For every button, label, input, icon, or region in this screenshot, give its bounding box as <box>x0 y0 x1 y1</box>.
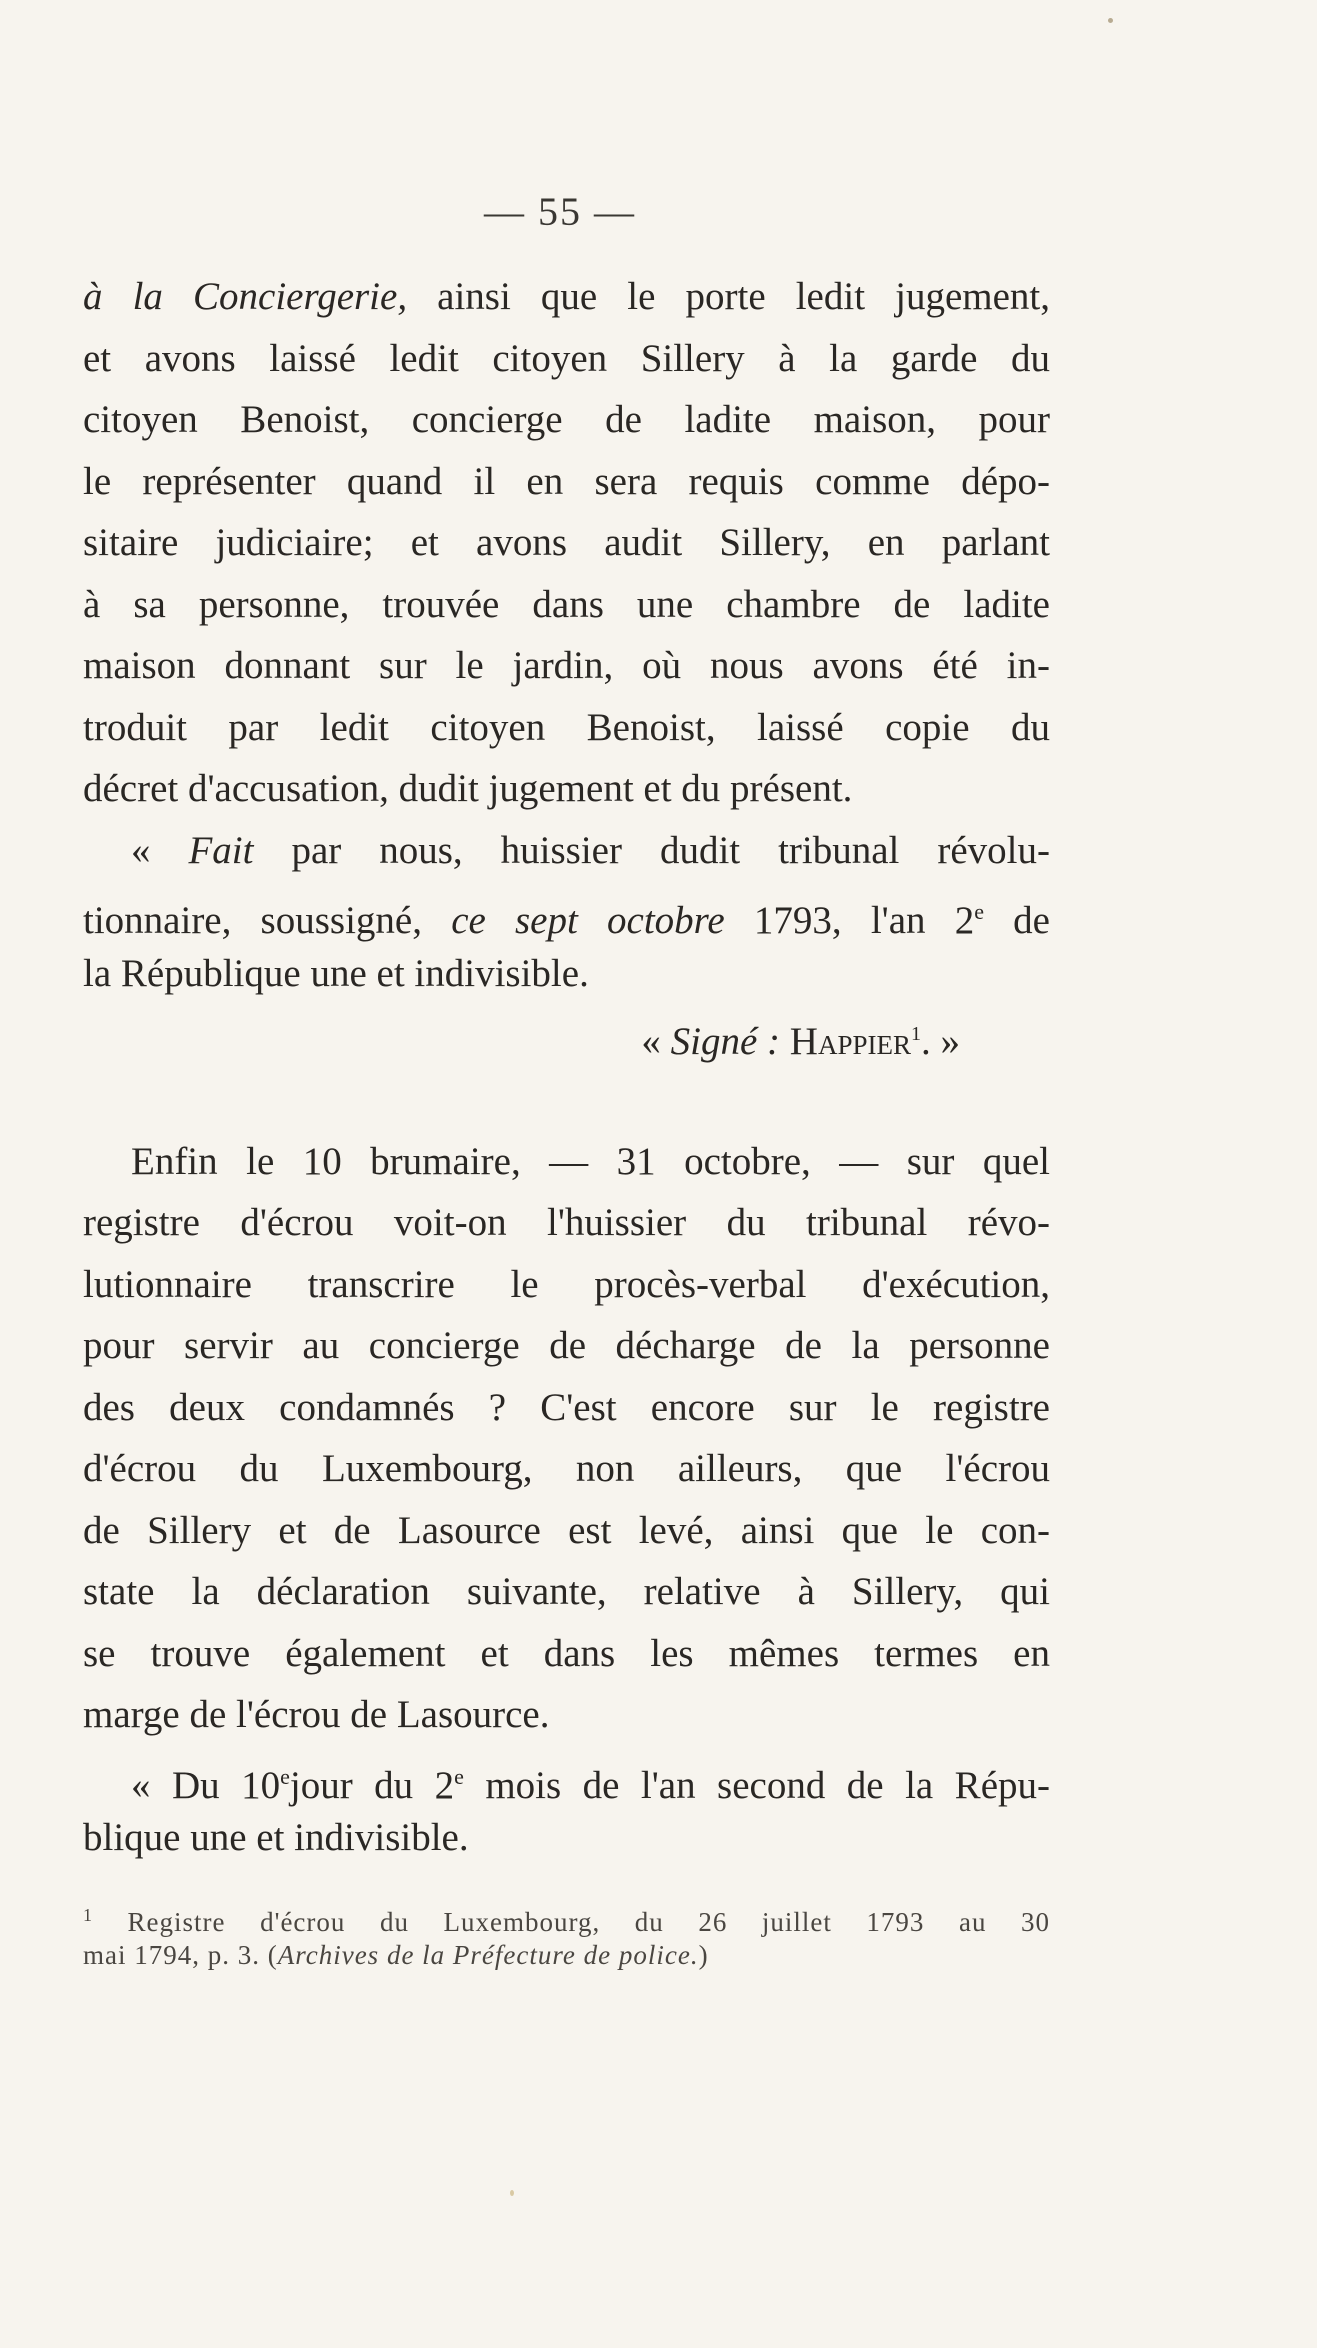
superscript: e <box>454 1763 464 1789</box>
text-line: troduit par ledit citoyen Benoist, laissé copie du <box>83 705 1050 749</box>
text-line: le représenter quand il en sera requis comme dépo- <box>83 459 1050 503</box>
text-span: jour du 2 <box>289 1763 455 1807</box>
paragraph-gap <box>83 1066 1050 1131</box>
text-span: tionnaire, soussigné, <box>83 899 452 942</box>
text-span: 1793, l'an 2 <box>724 899 975 942</box>
footnote-line <box>83 1935 1050 1975</box>
text-line: des deux condamnés ? C'est encore sur le registre <box>83 1385 1050 1429</box>
text-line: maison donnant sur le jardin, où nous avons été in- <box>83 644 1050 687</box>
text-line <box>83 820 1050 882</box>
text-line: se trouve également et dans les mêmes termes en <box>83 1631 1050 1675</box>
text-line: citoyen Benoist, concierge de ladite maison, pour <box>83 398 1050 441</box>
text-line: sitaire judiciaire; et avons audit Sillery, en parlant <box>83 521 1050 564</box>
signatory-name: Happier <box>780 1020 911 1063</box>
signature-line <box>83 1004 1050 1066</box>
italic-place-name: à la Conciergerie, <box>83 275 408 318</box>
text-span: ainsi que le porte ledit jugement, <box>407 275 1050 318</box>
signature-label: Signé : <box>670 1020 781 1063</box>
text-span: Registre d'écrou du Luxembourg, du 26 juillet 1793 au 30 <box>93 1907 1050 1937</box>
footnote <box>83 1895 1050 1975</box>
paper-speck <box>510 2190 514 2196</box>
text-span: mois de l'an second de la Répu- <box>463 1763 1050 1807</box>
text-line: registre d'écrou voit-on l'huissier du tribunal révo- <box>83 1201 1050 1244</box>
text-line: pour servir au concierge de décharge de la personne <box>83 1324 1050 1367</box>
text-line: lutionnaire transcrire le procès-verbal d'exécution, <box>83 1262 1050 1306</box>
text-line <box>83 1746 1050 1808</box>
text-span: de <box>983 899 1050 942</box>
page-number: — 55 — <box>484 189 636 234</box>
footnote-marker: 1 <box>83 1905 93 1925</box>
superscript: e <box>280 1763 290 1789</box>
text-span: par nous, huissier dudit tribunal révolu- <box>253 828 1050 872</box>
italic-date: ce sept octobre <box>451 899 725 942</box>
text-line: blique une et indivisible. <box>83 1816 469 1859</box>
text-line: de Sillery et de Lasource est levé, ainsi que le con- <box>83 1508 1050 1552</box>
text-line: la République une et indivisible. <box>83 951 589 995</box>
quote-mark: « <box>131 828 189 872</box>
text-line: marge de l'écrou de Lasource. <box>83 1693 550 1736</box>
quote-mark: . » <box>921 1020 960 1063</box>
text-span: « Du 10 <box>131 1763 281 1807</box>
footnote-reference: 1 <box>911 1023 921 1045</box>
text-line <box>83 881 1050 943</box>
text-line: à sa personne, trouvée dans une chambre de ladite <box>83 582 1050 626</box>
text-span: ) <box>698 1940 709 1970</box>
text-line: décret d'accusation, dudit jugement et du présent. <box>83 767 853 810</box>
text-line <box>83 266 1050 328</box>
text-line: et avons laissé ledit citoyen Sillery à la garde du <box>83 336 1050 380</box>
italic-source: Archives de la Préfecture de police. <box>277 1940 699 1970</box>
superscript: e <box>974 899 984 924</box>
paper-speck <box>1108 18 1113 23</box>
text-line: Enfin le 10 brumaire, — 31 octobre, — sur quel <box>131 1139 1050 1183</box>
text-line: state la déclaration suivante, relative à Sillery, qui <box>83 1570 1050 1613</box>
main-text <box>83 266 1050 1869</box>
text-line: d'écrou du Luxembourg, non ailleurs, que l'écrou <box>83 1447 1050 1490</box>
italic-word: Fait <box>188 828 254 872</box>
quote-mark: « <box>641 1020 671 1063</box>
footnote-line <box>83 1895 1050 1935</box>
text-span: mai 1794, p. 3. ( <box>83 1940 278 1970</box>
